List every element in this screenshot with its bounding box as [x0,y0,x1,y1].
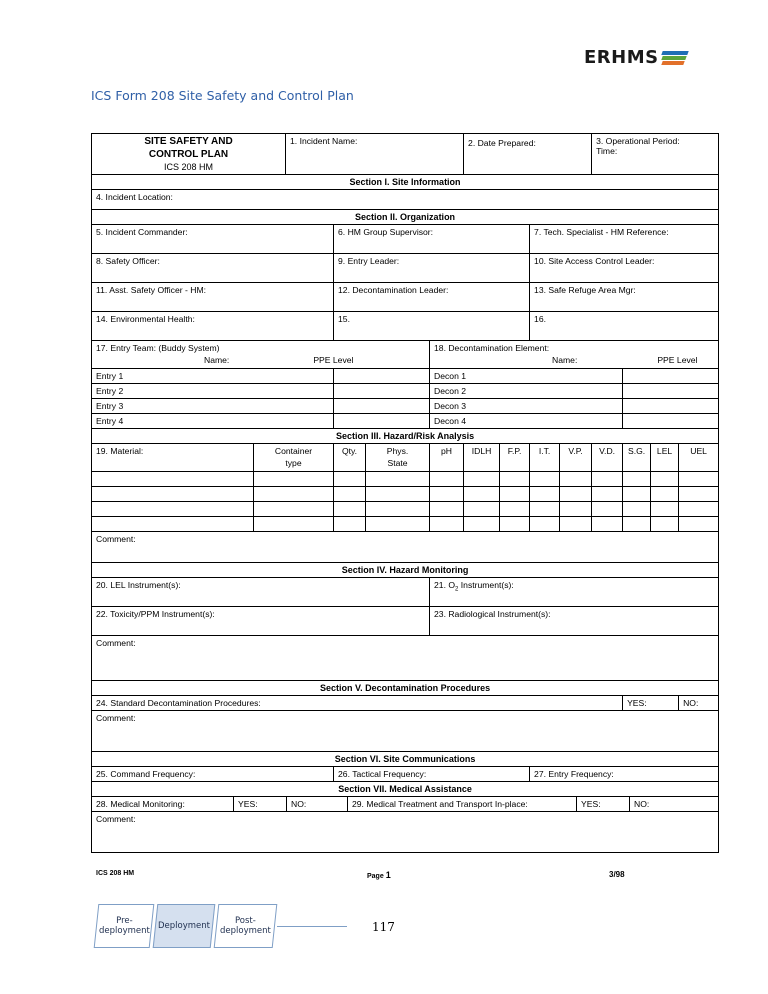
safe-refuge-field[interactable]: 13. Safe Refuge Area Mgr: [530,283,719,312]
hazard-row[interactable] [92,472,719,487]
medical-row [92,797,719,812]
ph-header: pH [430,444,464,472]
medical-comment-field[interactable]: Comment: [92,812,719,853]
decon-2-name[interactable]: Decon 2 [430,384,623,399]
decon-3-ppe[interactable] [623,399,719,414]
it-header: I.T. [530,444,560,472]
decon-4-ppe[interactable] [623,414,719,429]
date-prepared-field[interactable]: 2. Date Prepared: [464,134,592,175]
entry-leader-field[interactable]: 9. Entry Leader: [334,254,530,283]
hm-group-supervisor-field[interactable]: 6. HM Group Supervisor: [334,225,530,254]
entry-3-name[interactable]: Entry 3 [92,399,334,414]
incident-commander-field[interactable]: 5. Incident Commander: [92,225,334,254]
entry-2-ppe[interactable] [334,384,430,399]
hazard-row[interactable] [92,487,719,502]
section-7-title: Section VII. Medical Assistance [92,782,719,797]
decon-element-header: 18. Decontamination Element: Name: PPE Level [430,341,719,369]
container-type-header: Container type [254,444,334,472]
vp-header: V.P. [560,444,592,472]
medical-monitoring-yes[interactable]: YES: [234,797,287,811]
fp-header: F.P. [500,444,530,472]
medical-treatment-yes[interactable]: YES: [577,797,630,811]
form-title-cell: SITE SAFETY AND CONTROL PLAN ICS 208 HM [92,134,286,175]
footer-ratio: 3/98 [609,870,625,879]
phys-state-header: Phys. State [366,444,430,472]
toxicity-instrument-field[interactable]: 22. Toxicity/PPM Instrument(s): [92,607,430,636]
section-4-title: Section IV. Hazard Monitoring [92,563,719,578]
entry-2-name[interactable]: Entry 2 [92,384,334,399]
medical-monitoring-label: 28. Medical Monitoring: [92,797,234,811]
field-16[interactable]: 16. [530,312,719,341]
form-header-row [92,134,719,175]
safety-officer-field[interactable]: 8. Safety Officer: [92,254,334,283]
phase-connector [277,926,347,927]
environmental-health-field[interactable]: 14. Environmental Health: [92,312,334,341]
erhms-logo [584,47,690,68]
form-title: ICS Form 208 Site Safety and Control Plan [91,88,354,103]
footer-form-code: ICS 208 HM [96,870,135,877]
qty-header: Qty. [334,444,366,472]
section-6-title: Section VI. Site Communications [92,752,719,767]
entry-1-name[interactable]: Entry 1 [92,369,334,384]
vd-header: V.D. [592,444,623,472]
phase-pre-deployment[interactable]: Pre- deployment [94,904,155,948]
command-frequency-field[interactable]: 25. Command Frequency: [92,767,334,782]
decon-no-field[interactable]: NO: [679,696,719,711]
incident-location-field[interactable]: 4. Incident Location: [92,190,719,210]
lel-header: LEL [651,444,679,472]
standard-decon-field: 24. Standard Decontamination Procedures: [92,696,623,711]
radiological-instrument-field[interactable]: 23. Radiological Instrument(s): [430,607,719,636]
section-1-title: Section I. Site Information [92,175,719,190]
logo-stripes-icon [662,51,690,65]
decon-4-name[interactable]: Decon 4 [430,414,623,429]
entry-1-ppe[interactable] [334,369,430,384]
lel-instrument-field[interactable]: 20. LEL Instrument(s): [92,578,430,607]
decon-leader-field[interactable]: 12. Decontamination Leader: [334,283,530,312]
phase-deployment[interactable]: Deployment [153,904,216,948]
idlh-header: IDLH [464,444,500,472]
incident-name-field[interactable]: 1. Incident Name: [286,134,464,175]
entry-4-ppe[interactable] [334,414,430,429]
entry-4-name[interactable]: Entry 4 [92,414,334,429]
page-number: 117 [372,920,395,934]
medical-treatment-label: 29. Medical Treatment and Transport In-place: [348,797,577,811]
tech-specialist-field[interactable]: 7. Tech. Specialist - HM Reference: [530,225,719,254]
hazard-row[interactable] [92,502,719,517]
footer-page: Page 1 [367,870,391,880]
decon-comment-field[interactable]: Comment: [92,711,719,752]
decon-yes-field[interactable]: YES: [623,696,679,711]
asst-safety-officer-field[interactable]: 11. Asst. Safety Officer - HM: [92,283,334,312]
entry-frequency-field[interactable]: 27. Entry Frequency: [530,767,719,782]
sg-header: S.G. [623,444,651,472]
decon-2-ppe[interactable] [623,384,719,399]
logo-text: ERHMS [584,47,659,68]
o2-instrument-field[interactable]: 21. $O_2$ Instrument(s): [430,578,719,607]
operational-period-field[interactable]: 3. Operational Period: Time: [592,134,719,175]
hazard-comment-field[interactable]: Comment: [92,532,719,563]
decon-1-name[interactable]: Decon 1 [430,369,623,384]
section-3-title: Section III. Hazard/Risk Analysis [92,429,719,444]
phase-post-deployment[interactable]: Post- deployment [214,904,278,948]
hazard-row[interactable] [92,517,719,532]
section-2-title: Section II. Organization [92,210,719,225]
entry-3-ppe[interactable] [334,399,430,414]
ics-208-form [91,133,719,853]
monitoring-comment-field[interactable]: Comment: [92,636,719,681]
entry-team-header: 17. Entry Team: (Buddy System) Name: PPE Level [92,341,430,369]
material-header: 19. Material: [92,444,254,472]
decon-1-ppe[interactable] [623,369,719,384]
hazard-table-header [92,444,719,472]
tactical-frequency-field[interactable]: 26. Tactical Frequency: [334,767,530,782]
medical-monitoring-no[interactable]: NO: [287,797,348,811]
section-5-title: Section V. Decontamination Procedures [92,681,719,696]
uel-header: UEL [679,444,719,472]
site-access-control-field[interactable]: 10. Site Access Control Leader: [530,254,719,283]
decon-3-name[interactable]: Decon 3 [430,399,623,414]
medical-treatment-no[interactable]: NO: [634,799,650,809]
field-15[interactable]: 15. [334,312,530,341]
